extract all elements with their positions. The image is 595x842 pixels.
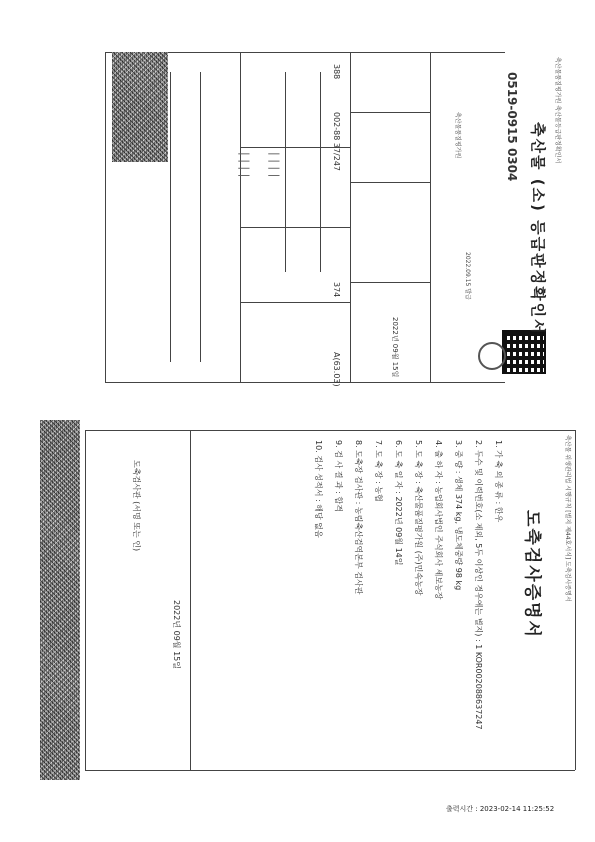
bottom-header-note: 축산물 위생관리법 시행규칙 [별지 제44호서식] 도축검사증명서 [564,435,571,602]
top-vertical-serial: 002-88 37/247 [332,112,341,172]
bottom-item-1: 1. 가 축 의 종 류 : 한우 [494,440,503,523]
output-timestamp: 출력시간 : 2023-02-14 11:25:52 [446,805,555,813]
top-amount: 388 [332,64,341,80]
bottom-item-10: 10. 검사 성적서 : 해당 없음 [314,440,323,538]
bottom-item-2: 2. 두수 및 이력번호(소 제외, 5두 이상인 경우에는 별지) : 1 KOR002088637247 [474,440,483,730]
qr-code-icon [502,330,546,374]
top-weight-value: 374 [332,282,341,298]
bottom-item-6: 6. 도 축 일 자 : 2022년 09월 14일 [394,440,403,566]
top-date: 2022년 09월 15일 [391,317,399,378]
top-office: 축산물품질평가원 [454,112,461,159]
top-header-small: 축산물품질평가원 축산물등급판정확인서 [554,57,561,164]
bottom-item-4: 4. 출 하 자 : 농업회사법인 주식회사 세보농장 [434,440,443,600]
bottom-document [40,420,580,780]
bottom-item-9: 9. 검 사 결 과 : 합격 [334,440,343,512]
bottom-footer-date: 2022년 09월 15일 [172,600,181,669]
top-grade-ref: A(63.03) [332,352,341,387]
handwritten-mark: | | | | [238,152,251,178]
bottom-item-5: 5. 도 축 장 : 축산물품질평가원 (주)민속농장 [414,440,423,596]
bottom-item-7: 7. 도 축 장 : 농협 [374,440,383,502]
bottom-item-3: 3. 중 량 : 생체 374 kg, 냉도체중량 98 kg [454,440,463,591]
bottom-item-8: 8. 도축장 검사관 : 농림축산검역본부 검사관 [354,440,363,595]
scan-noise-block [40,420,80,780]
handwritten-mark: | | | | [268,152,281,178]
top-issue-date: 2022.09.15 발급 [464,252,471,300]
scan-noise-block [112,52,168,162]
top-serial-number: 0519-0915 0304 [505,72,519,182]
official-seal-icon [478,342,506,370]
bottom-signature: 도축검사관 (서명 또는 인) [132,460,141,552]
top-document [40,52,570,392]
bottom-document-title: 도축검사증명서 [522,510,542,639]
top-document-title: 축산물 (소) 등급판정확인서 [529,122,547,336]
